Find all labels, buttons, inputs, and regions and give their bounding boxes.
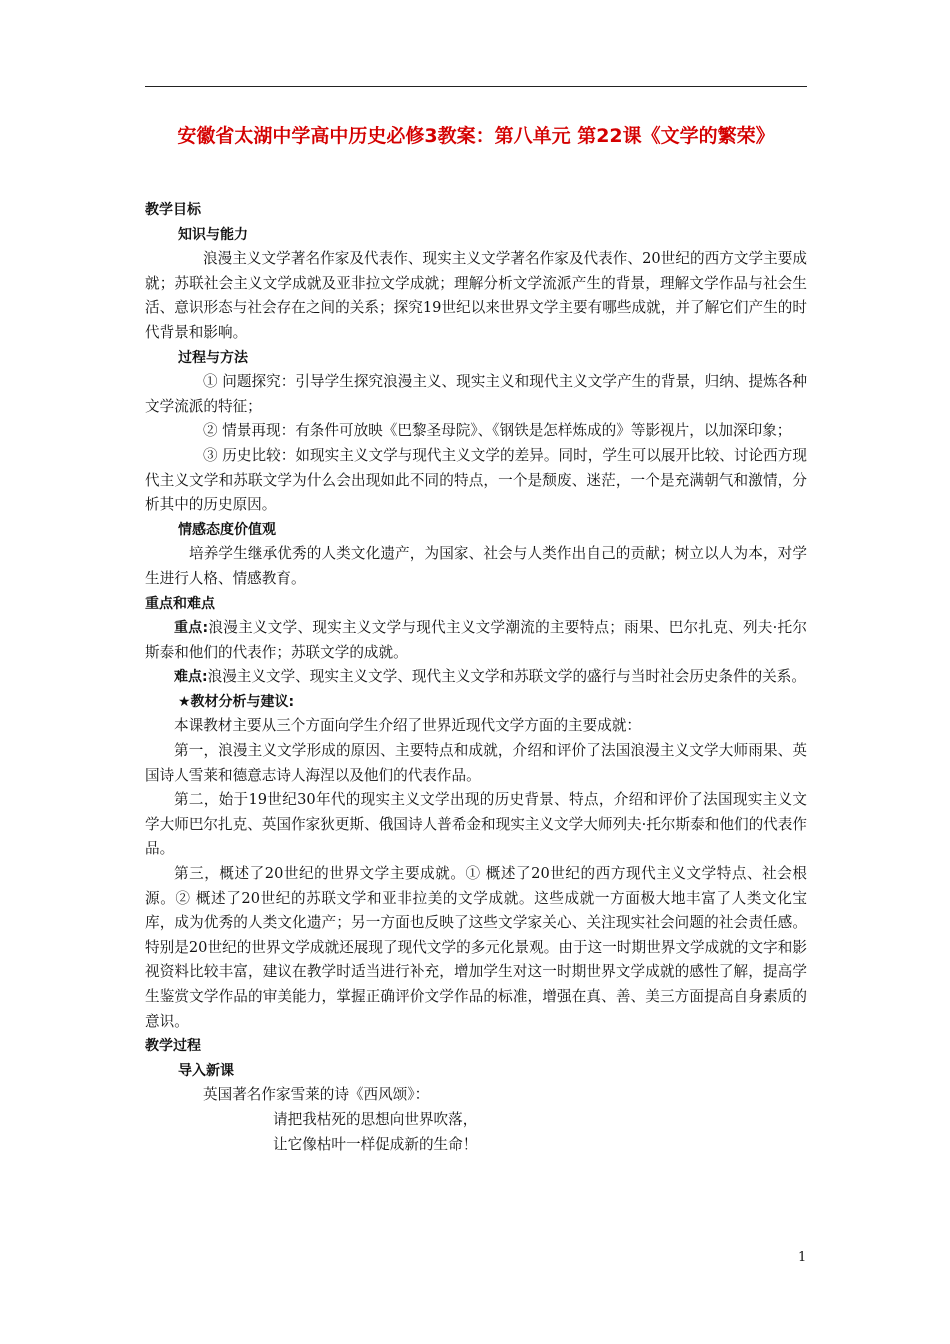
key-text: 浪漫主义文学、现实主义文学与现代主义文学潮流的主要特点；雨果、巴尔扎克、列夫·托尔斯泰和他们的代表作；苏联文学的成就。 — [145, 619, 807, 661]
process-item-1: ① 问题探究：引导学生探究浪漫主义、现实主义和现代主义文学产生的背景，归纳、提炼各种文学流派的特征； — [145, 373, 807, 415]
process-heading: 过程与方法 — [178, 349, 248, 366]
emotion-heading: 情感态度价值观 — [178, 521, 276, 538]
page-number: 1 — [798, 1250, 807, 1265]
knowledge-heading: 知识与能力 — [178, 226, 248, 243]
emotion-text: 培养学生继承优秀的人类文化遗产，为国家、社会与人类作出自己的贡献；树立以人为本，对学生进行人格、情感教育。 — [145, 545, 807, 587]
header-rule — [145, 86, 807, 87]
analysis-paragraph-3: 第二，始于19世纪30年代的现实主义文学出现的历史背景、特点，介绍和评价了法国现实主义文学大师巴尔扎克、英国作家狄更斯、俄国诗人普希金和现实主义文学大师列夫·托尔斯泰和他们的代表作品。 — [145, 791, 807, 858]
key-paragraph — [145, 616, 807, 665]
teaching-process-heading: 教学过程 — [145, 1038, 201, 1055]
knowledge-text: 浪漫主义文学著名作家及代表作、现实主义文学著名作家及代表作、20世纪的西方文学主要成就；苏联社会主义文学成就及亚非拉文学成就；理解分析文学流派产生的背景，理解文学作品与社会生活、意识形态与社会存在之间的关系；探究19世纪以来世界文学主要有哪些成就，并了解它们产生的时代背景和影响。 — [145, 250, 807, 341]
analysis-paragraph-1: 本课教材主要从三个方面向学生介绍了世界近现代文学方面的主要成就： — [174, 717, 642, 735]
process-item-2: ② 情景再现：有条件可放映《巴黎圣母院》、《钢铁是怎样炼成的》等影视片，以加深印象； — [203, 422, 792, 440]
poem-line-1: 请把我枯死的思想向世界吹落， — [273, 1110, 478, 1128]
poem-line-2: 让它像枯叶一样促成新的生命！ — [273, 1135, 478, 1153]
difficult-label: 难点: — [174, 669, 208, 686]
intro-heading: 导入新课 — [178, 1062, 234, 1079]
intro-text: 英国著名作家雪莱的诗《西风颂》： — [203, 1086, 430, 1104]
page-title: 安徽省太湖中学高中历史必修3教案：第八单元 第22课《文学的繁荣》 — [177, 125, 775, 147]
key-label: 重点: — [174, 620, 209, 637]
difficult-text: 浪漫主义文学、现实主义文学、现代主义文学和苏联文学的盛行与当时社会历史条件的关系。 — [207, 668, 806, 686]
analysis-paragraph-2: 第一，浪漫主义文学形成的原因、主要特点和成就，介绍和评价了法国浪漫主义文学大师雨果、英国诗人雪莱和德意志诗人海涅以及他们的代表作品。 — [145, 742, 807, 784]
keypoints-heading: 重点和难点 — [145, 595, 215, 612]
analysis-heading: ★教材分析与建议: — [178, 693, 295, 710]
process-item-3: ③ 历史比较：如现实主义文学与现代主义文学的差异。同时，学生可以展开比较、讨论西方现代主义文学和苏联文学为什么会出现如此不同的特点，一个是颓废、迷茫，一个是充满朝气和激情，分析其中的历史原因。 — [145, 446, 807, 514]
analysis-paragraph-4: 第三，概述了20世纪的世界文学主要成就。① 概述了20世纪的西方现代主义文学特点、社会根源。② 概述了20世纪的苏联文学和亚非拉美的文学成就。这些成就一方面极大地丰富了人类文化宝库，成为优秀的人类文化遗产；另一方面也反映了这些文学家关心、关注现实社会问题的社会责任感。特别是20世纪的世界文学成就还展现了现代文学的多元化景观。由于这一时期世界文学成就的文字和影视资料比较丰富，建议在教学时适当进行补充，增加学生对这一时期世界文学成就的感性了解，提高学生鉴赏文学作品的审美能力，掌握正确评价文学作品的标准，增强在真、善、美三方面提高自身素质的意识。 — [145, 865, 807, 1030]
objectives-heading: 教学目标 — [145, 202, 201, 218]
difficult-paragraph — [145, 665, 807, 690]
document-body — [145, 198, 807, 1157]
